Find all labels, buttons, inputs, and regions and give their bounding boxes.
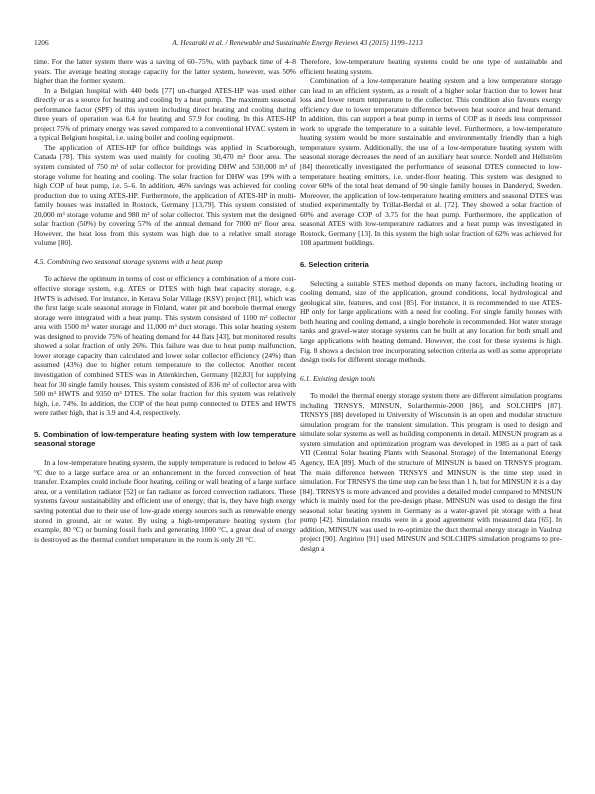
paragraph: To model the thermal energy storage system there are different simulation programs including TRNSYS, MINSUN, Solarthermie-2000 [86], and SOLCHIPS [87]. TRNSYS [88] developed in University of Wisconsin is an open and modular structure simulation program for the transient simulation. This program is used to design and simulate solar systems as well as building components in detail. MINSUN program as a system simulation and optimization program was developed in 1985 as a part of task VII (Central Solar heating Plants with Seasonal Storage) of the International Energy Agency, IEA [89]. Much of the structure of MINSUN is based on TRNSYS program. The main difference between TRNSYS and MINSUN is the time step used in simulation. For TRNSYS the time step can be less than 1 h, but for MINSUN it is a day [84]. TRNSYS is more advanced and provides a detailed model compared to MNISUN which is mainly used for the pre-design phase. MINSUN was used to design the first seasonal solar heating system in Germany as a water-gravel pit storage with a heat pump [42]. Simulation results were in a good agreement with measured data [65]. In addition, MINSUN was used to re-optimize the duct thermal energy storage in Vaulruz project [90]. Argiriou [91] used MINSUN and SOLCHIPS simulation programs to pre-design a xyxy=(300,391,562,553)
paragraph: Selecting a suitable STES method depends on many factors, including heating or cooling demand, size of the application, ground conditions, local hydrological and geological site, features, and cost [85]. For instance, it is recommended to use ATES-HP only for large applications with a need for cooling. For single family houses with both heating and cooling demand, a single borehole is recommended. Hot water storage tanks and gravel-water storage systems can be built at any location for both small and large applications with heating demand. However, the cost for these systems is high. Fig. 8 shows a decision tree incorporating selection criteria as well as some appropriate design tools for different storage methods. xyxy=(300,278,562,365)
paragraph: time. For the latter system there was a saving of 60–75%, with payback time of 4–8 years. The average heating storage capacity for the latter system, however, was 50% higher than the former system. xyxy=(34,57,296,86)
paragraph: In a Belgian hospital with 440 beds [77] un-charged ATES-HP was used either directly or as a source for heating and cooling by a heat pump. The maximum seasonal performance factor (SPF) of this system including direct heating and cooling during three years of operation was 6.4 for heating and 57.9 for cooling. In this ATES-HP project 75% of primary energy was saved compared to a conventional HVAC system in a typical Belgium hospital, i.e. using boiler and cooling equipment. xyxy=(34,85,296,143)
paragraph: In a low-temperature heating system, the supply temperature is reduced to below 45 °C due to a large surface area or an enhancement in the forced convection of heat transfer. Examples could include floor heating, ceiling or wall heating of a large surface area, or a ventilation radiator [52] or fan radiator as forced convection radiators. These systems favour sustainability and efficient use of energy; that is, they have high exergy saving potential due to their use of low-grade energy sources such as renewable energy stored in ground, air or water. By using a high-temperature heating system (for example, 80 °C) or burning fossil fuels and generating 1000 °C, a great deal of exergy is destroyed as the thermal comfort temperature in the room is only 20 °C. xyxy=(34,458,296,544)
section-heading: 6. Selection criteria xyxy=(300,259,369,269)
paragraph: To achieve the optimum in terms of cost or efficiency a combination of a more cost-effective storage system, e.g. ATES or DTES with high heat capacity storage, e.g. HWTS is advised. For instance, in Kerava Solar Village (KSV) project [81], which was the first large scale seasonal storage in Finland, water pit and borehole thermal energy storage were integrated with a heat pump. This system consisted of 1100 m² collector area with 1500 m³ water storage and 11,000 m³ duct storage. This solar heating system was designed to provide 75% of heating demand for 44 flats [43], but monitored results showed a solar fraction of only 26%. This failure was due to heat pump malfunction, lower storage capacity than calculated and lower solar collector efficiency (24%) than assumed (43%) due to higher return temperature to the collector. Another recent investigation of combined STES was in Attenkirchen, Germany [82,83] for supplying heat for 30 single family houses. This system consisted of 836 m² of collector area with 500 m³ HWTS and 9350 m³ DTES. The solar fraction for this system was relatively high, i.e. 74%. In addition, the COP of the heat pump connected to DTES and HWTS were rather high, that is 3.9 and 4.4, respectively. xyxy=(34,274,296,418)
paragraph: Combination of a low-temperature heating system and a low temperature storage can lead to an efficient system, as a result of a higher solar fraction due to lower heat loss and lower return temperature to the collector. This condition also favours exergy efficiency due to lower temperature difference between heat source and heat demand. In addition, this can support a heat pump in terms of COP as it needs less compressor work to upgrade the temperature to a suitable level. Furthermore, a low-temperature heating system would be more sustainable and environmentally friendly than a high temperature system. Additionally, the use of a low-temperature heating system with seasonal storage decreases the need of an auxiliary heat source. Nordell and Hellström [84] theoretically investigated the performance of seasonal DTES connected to low-temperature heating emitters, i.e. under-floor heating. This system was designed to cover 60% of the total heat demand of 90 single family houses in Danderyd, Sweden. Moreover, the application of low-temperature heating emitters and seasonal DTES was studied experimentally by Trillat-Berdal et al. [72]. They showed a solar fraction of 60% and average COP of 3.75 for the heat pump. Furthermore, the application of seasonal ATES with low-temperature radiators and a heat pump was investigated in Rostock, Germany [13]. In this system the high solar fraction of 62% was achieved for 108 apartment buildings. xyxy=(300,76,562,248)
right-column xyxy=(300,57,562,554)
running-head: A. Hesaraki et al. / Renewable and Sustainable Energy Reviews 43 (2015) 1199–1213 xyxy=(172,38,423,47)
left-column xyxy=(34,57,296,544)
subsection-heading: 6.1. Existing design tools xyxy=(300,373,375,383)
subsection-heading: 4.5. Combining two seasonal storage systems with a heat pump xyxy=(34,256,223,266)
paragraph: The application of ATES-HP for office buildings was applied in Scarborough, Canada [78]. This system was used mainly for cooling 30,470 m² floor area. The system consisted of 750 m² of solar collector for providing DHW and 530,000 m³ of storage volume for heating and cooling. The solar fraction for DHW was 19% with a high COP of heat pump, i.e. 5–6. In addition, 46% savings was achieved for cooling production due to using ATES-HP. Furthermore, the application of ATES-HP in multi-family houses was installed in Rostock, Germany [13,79]. This system consisted of 20,000 m³ storage volume and 980 m² of solar collector. This system met the designed solar fraction (50%) by covering 57% of the annual demand for 7000 m² floor area. However, the heat loss from this system was high due to a relative small storage volume [80]. xyxy=(34,142,296,248)
page-header xyxy=(34,38,561,50)
paragraph: Therefore, low-temperature heating systems could be one type of sustainable and efficient heating system. xyxy=(300,57,562,76)
page-number: 1206 xyxy=(34,38,49,47)
section-heading: 5. Combination of low-temperature heating system with low temperature seasonal storage xyxy=(34,429,296,449)
